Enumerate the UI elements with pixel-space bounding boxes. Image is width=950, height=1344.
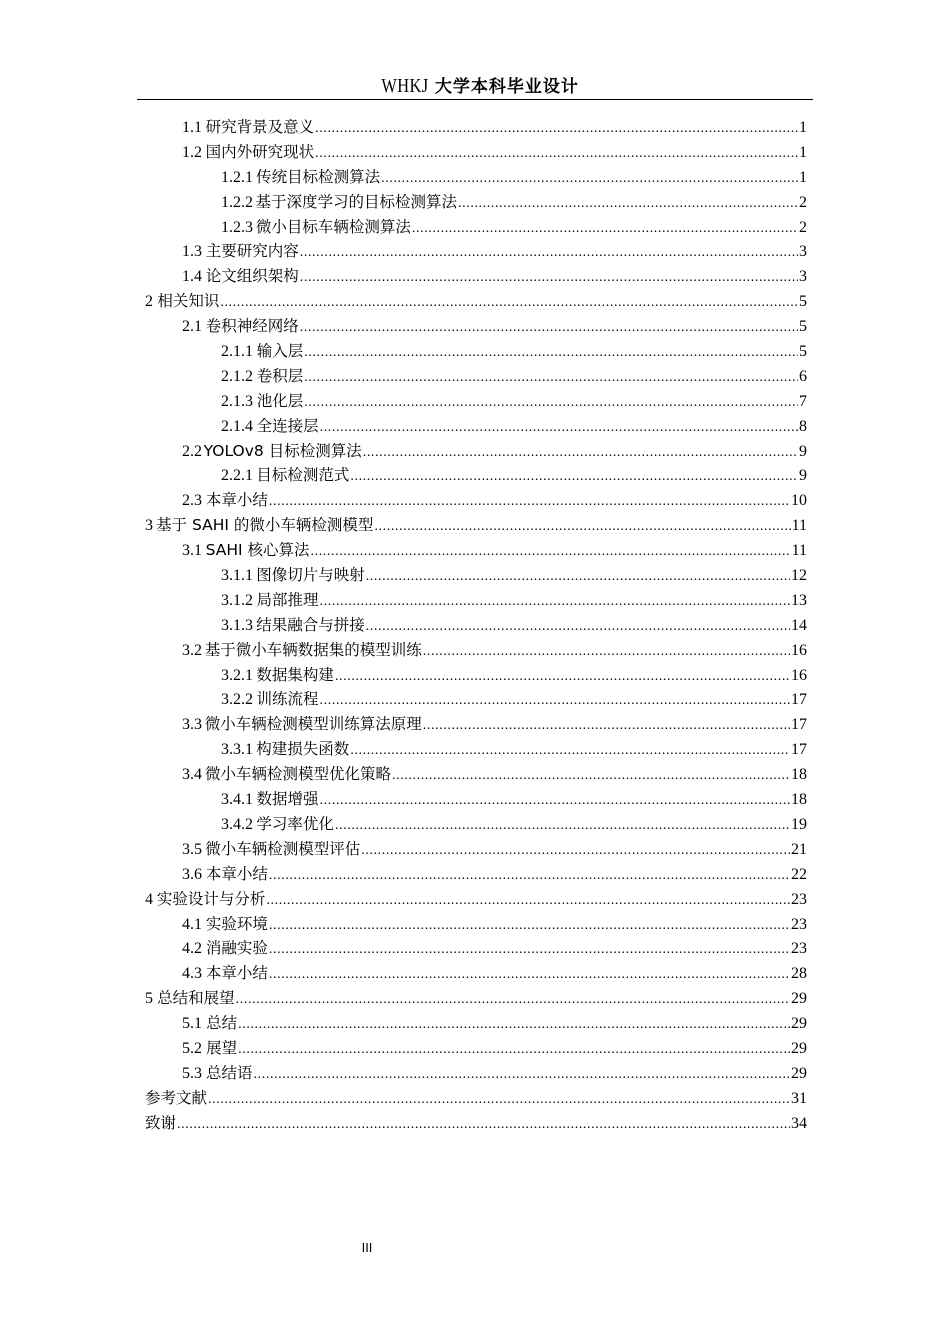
toc-dot-leader	[236, 988, 790, 1013]
toc-entry[interactable]	[137, 389, 813, 414]
toc-entry[interactable]	[137, 190, 813, 215]
toc-dot-leader	[208, 1088, 790, 1113]
toc-entry[interactable]	[137, 239, 813, 264]
toc-dot-leader	[269, 963, 790, 988]
toc-entry-page: 17	[791, 691, 807, 709]
toc-entry-title: 数据集构建	[256, 665, 334, 684]
toc-dot-leader	[269, 914, 790, 939]
toc-dot-leader	[311, 540, 791, 565]
toc-dot-leader	[366, 615, 790, 640]
toc-entry-title: 实验设计与分析	[156, 889, 266, 908]
toc-entry-title: 实验环境	[205, 914, 268, 933]
toc-entry-page: 2	[799, 193, 807, 211]
toc-entry-page: 7	[799, 392, 807, 410]
toc-entry-page: 12	[791, 567, 807, 585]
toc-dot-leader	[350, 739, 790, 764]
toc-entry[interactable]	[137, 887, 813, 912]
header-school-code: WHKJ	[381, 75, 429, 97]
toc-entry-title: 传统目标检测算法	[256, 167, 381, 186]
toc-entry-page: 3	[799, 243, 807, 261]
toc-entry-title: 主要研究内容	[205, 242, 299, 261]
toc-entry-number: 3.4.1	[221, 791, 253, 809]
toc-dot-leader	[304, 366, 798, 391]
toc-entry-title: 微小车辆检测模型评估	[205, 839, 361, 858]
toc-dot-leader	[381, 167, 798, 192]
toc-entry-title: 参考文献	[145, 1088, 208, 1107]
toc-entry[interactable]	[137, 961, 813, 986]
header-title: 大学本科毕业设计	[434, 77, 579, 97]
toc-dot-leader	[320, 416, 798, 441]
toc-entry[interactable]	[137, 215, 813, 240]
toc-dot-leader	[269, 864, 790, 889]
toc-entry[interactable]	[137, 1086, 813, 1111]
toc-dot-leader	[423, 640, 790, 665]
toc-dot-leader	[266, 889, 790, 914]
toc-entry-number: 3.1.2	[221, 591, 253, 609]
toc-entry[interactable]	[137, 414, 813, 439]
toc-entry-page: 8	[799, 417, 807, 435]
toc-entry[interactable]	[137, 165, 813, 190]
toc-entry-number: 3.4	[182, 766, 202, 784]
toc-entry-number: 5.2	[182, 1039, 202, 1057]
toc-entry-number: 5.1	[182, 1015, 202, 1033]
toc-entry-number: 3.2	[182, 641, 202, 659]
toc-entry-number: 1.3	[182, 243, 202, 261]
toc-entry-page: 21	[791, 840, 807, 858]
toc-entry-page: 2	[799, 218, 807, 236]
toc-entry-number: 2.1.2	[221, 367, 253, 385]
toc-entry-page: 5	[799, 343, 807, 361]
toc-entry-title: 结果融合与拼接	[256, 615, 365, 634]
toc-entry-title: 总结和展望	[157, 989, 235, 1008]
toc-entry-title: 学习率优化	[256, 814, 334, 833]
toc-dot-leader	[335, 814, 790, 839]
toc-dot-leader	[320, 789, 790, 814]
toc-entry-title: 全连接层	[256, 416, 319, 435]
toc-dot-leader	[320, 590, 790, 615]
toc-entry-title: 相关知识	[157, 292, 220, 311]
toc-entry-title: 微小目标车辆检测算法	[255, 217, 411, 236]
toc-entry[interactable]	[137, 638, 813, 663]
toc-entry-title: 展望	[206, 1038, 238, 1057]
toc-dot-leader	[363, 441, 798, 466]
toc-entry-page: 5	[799, 293, 807, 311]
toc-entry-page: 23	[791, 940, 807, 958]
toc-entry-title: YOLOv8 目标检测算法	[203, 441, 362, 460]
toc-dot-leader	[304, 391, 798, 416]
toc-entry-title: 致谢	[145, 1113, 177, 1132]
toc-entry-page: 29	[791, 1064, 807, 1082]
toc-entry[interactable]	[137, 115, 813, 140]
toc-entry[interactable]	[137, 314, 813, 339]
toc-entry-number: 4.3	[182, 965, 202, 983]
toc-entry-number: 3.6	[182, 865, 202, 883]
toc-entry-page: 10	[791, 492, 807, 510]
toc-dot-leader	[269, 938, 790, 963]
toc-entry-number: 1.2.1	[221, 168, 253, 186]
toc-entry[interactable]	[137, 1061, 813, 1086]
toc-entry-title: 构建损失函数	[256, 740, 350, 759]
toc-entry-number: 2.2.1	[221, 467, 253, 485]
toc-dot-leader	[315, 117, 798, 142]
toc-entry[interactable]	[137, 712, 813, 737]
toc-dot-leader	[361, 839, 790, 864]
toc-entry-number: 2.1.1	[221, 343, 253, 361]
toc-entry[interactable]	[137, 588, 813, 613]
page-number: III	[361, 1240, 373, 1255]
toc-entry-page: 6	[799, 367, 807, 385]
toc-dot-leader	[335, 665, 790, 690]
toc-entry[interactable]	[137, 787, 813, 812]
toc-dot-leader	[412, 217, 798, 242]
toc-dot-leader	[366, 565, 790, 590]
toc-entry[interactable]	[137, 289, 813, 314]
toc-dot-leader	[350, 465, 798, 490]
toc-entry-number: 2.1.4	[221, 417, 253, 435]
toc-entry-page: 11	[791, 542, 807, 560]
toc-dot-leader	[320, 689, 790, 714]
toc-entry[interactable]	[137, 862, 813, 887]
toc-entry[interactable]	[137, 737, 813, 762]
toc-entry-title: 基于微小车辆数据集的模型训练	[204, 640, 422, 659]
toc-entry-number: 3.1.1	[221, 567, 253, 585]
toc-entry-number: 5	[145, 990, 153, 1008]
toc-dot-leader	[220, 291, 798, 316]
toc-entry-number: 1.2	[182, 143, 202, 161]
toc-entry-page: 18	[791, 766, 807, 784]
toc-entry-title: 训练流程	[256, 690, 319, 709]
toc-entry-page: 16	[791, 666, 807, 684]
toc-entry-page: 9	[799, 467, 807, 485]
toc-entry-page: 9	[799, 442, 807, 460]
toc-entry[interactable]	[137, 1036, 813, 1061]
toc-dot-leader	[374, 515, 790, 540]
toc-entry[interactable]	[137, 339, 813, 364]
toc-entry[interactable]	[137, 912, 813, 937]
toc-dot-leader	[269, 490, 790, 515]
toc-dot-leader	[300, 316, 798, 341]
toc-entry[interactable]	[137, 837, 813, 862]
toc-dot-leader	[423, 714, 790, 739]
toc-entry-number: 3.2.2	[221, 691, 253, 709]
toc-entry-number: 3.1	[182, 542, 202, 560]
toc-entry-page: 23	[791, 890, 807, 908]
toc-entry[interactable]	[137, 1011, 813, 1036]
header-divider	[137, 99, 813, 100]
toc-entry[interactable]	[137, 513, 813, 538]
toc-entry[interactable]	[137, 663, 813, 688]
toc-entry-page: 17	[791, 716, 807, 734]
toc-entry-title: 本章小结	[205, 491, 268, 510]
toc-entry[interactable]	[137, 488, 813, 513]
toc-entry-title: 消融实验	[205, 939, 268, 958]
toc-entry-title: 卷积层	[256, 366, 304, 385]
toc-entry-number: 4	[145, 890, 153, 908]
toc-entry[interactable]	[137, 762, 813, 787]
toc-entry[interactable]	[137, 687, 813, 712]
toc-entry-page: 34	[791, 1114, 807, 1132]
toc-entry-page: 29	[791, 1015, 807, 1033]
toc-dot-leader	[238, 1038, 790, 1063]
toc-entry-page: 5	[799, 318, 807, 336]
toc-entry-number: 2.3	[182, 492, 202, 510]
toc-entry-title: 图像切片与映射	[256, 566, 365, 585]
toc-entry-page: 22	[791, 865, 807, 883]
page-header	[137, 72, 813, 100]
toc-entry-page: 18	[791, 791, 807, 809]
toc-entry-number: 3.1.3	[221, 616, 253, 634]
toc-entry[interactable]	[137, 986, 813, 1011]
toc-entry-title: 数据增强	[256, 790, 319, 809]
toc-entry-number: 3.2.1	[221, 666, 253, 684]
toc-entry-title: 基于 SAHI 的微小车辆检测模型	[156, 516, 374, 535]
toc-entry[interactable]	[137, 812, 813, 837]
toc-entry-page: 29	[791, 990, 807, 1008]
toc-entry-title: 池化层	[256, 391, 304, 410]
toc-entry-title: 总结	[206, 1014, 238, 1033]
table-of-contents	[137, 115, 813, 1136]
toc-dot-leader	[304, 341, 798, 366]
toc-entry-number: 2	[145, 293, 153, 311]
toc-entry-title: 输入层	[256, 342, 304, 361]
toc-entry-number: 1.1	[182, 119, 202, 136]
toc-entry-number: 4.1	[182, 915, 202, 933]
toc-entry-page: 3	[799, 268, 807, 286]
toc-entry-title: 国内外研究现状	[205, 142, 315, 161]
toc-entry-number: 3.3	[182, 716, 202, 734]
toc-entry-title: 总结语	[206, 1063, 253, 1082]
toc-entry-number: 2.1	[182, 318, 202, 336]
toc-entry-number: 3.3.1	[221, 741, 253, 759]
toc-entry-page: 1	[799, 168, 807, 186]
toc-dot-leader	[300, 266, 798, 291]
toc-entry-page: 31	[791, 1089, 807, 1107]
toc-entry-page: 23	[791, 915, 807, 933]
toc-entry-title: 研究背景及意义	[205, 118, 315, 136]
toc-entry-number: 2.2	[182, 442, 202, 460]
toc-entry-number: 1.2.2	[221, 193, 253, 211]
toc-entry-number: 4.2	[182, 940, 202, 958]
toc-entry[interactable]	[137, 563, 813, 588]
toc-entry-number: 2.1.3	[221, 392, 253, 410]
toc-entry-title: SAHI 核心算法	[205, 541, 310, 560]
toc-entry[interactable]	[137, 364, 813, 389]
toc-entry-title: 微小车辆检测模型优化策略	[204, 765, 391, 784]
toc-entry-number: 5.3	[182, 1064, 202, 1082]
toc-entry-page: 17	[791, 741, 807, 759]
toc-entry[interactable]	[137, 936, 813, 961]
toc-dot-leader	[458, 192, 798, 217]
toc-entry-page: 19	[791, 815, 807, 833]
toc-entry-title: 卷积神经网络	[205, 317, 299, 336]
toc-entry-title: 本章小结	[205, 964, 268, 983]
toc-entry-number: 3.5	[182, 840, 202, 858]
toc-dot-leader	[315, 142, 798, 167]
toc-entry-page: 28	[791, 965, 807, 983]
toc-entry-title: 微小车辆检测模型训练算法原理	[204, 715, 422, 734]
toc-entry[interactable]	[137, 140, 813, 165]
toc-entry-title: 局部推理	[256, 590, 319, 609]
toc-entry-page: 14	[791, 616, 807, 634]
toc-entry-number: 3.4.2	[221, 815, 253, 833]
toc-entry-title: 论文组织架构	[205, 267, 299, 286]
toc-entry-number: 1.4	[182, 268, 202, 286]
toc-entry[interactable]	[137, 1111, 813, 1136]
toc-entry[interactable]	[137, 613, 813, 638]
toc-entry[interactable]	[137, 439, 813, 464]
toc-dot-leader	[177, 1113, 790, 1138]
toc-entry-number: 1.2.3	[221, 218, 253, 236]
toc-entry-title: 本章小结	[205, 864, 268, 883]
toc-dot-leader	[300, 241, 798, 266]
toc-entry-page: 13	[791, 591, 807, 609]
toc-entry-number: 3	[145, 517, 153, 535]
toc-entry[interactable]	[137, 463, 813, 488]
toc-dot-leader	[254, 1063, 790, 1088]
toc-entry-page: 1	[799, 119, 807, 136]
toc-entry-page: 11	[791, 517, 807, 535]
toc-entry-page: 29	[791, 1039, 807, 1057]
toc-entry-page: 16	[791, 641, 807, 659]
toc-entry-title: 目标检测范式	[256, 466, 350, 485]
toc-entry[interactable]	[137, 538, 813, 563]
toc-entry[interactable]	[137, 264, 813, 289]
toc-entry-page: 1	[799, 143, 807, 161]
toc-dot-leader	[238, 1013, 790, 1038]
toc-dot-leader	[392, 764, 790, 789]
toc-entry-title: 基于深度学习的目标检测算法	[255, 192, 458, 211]
